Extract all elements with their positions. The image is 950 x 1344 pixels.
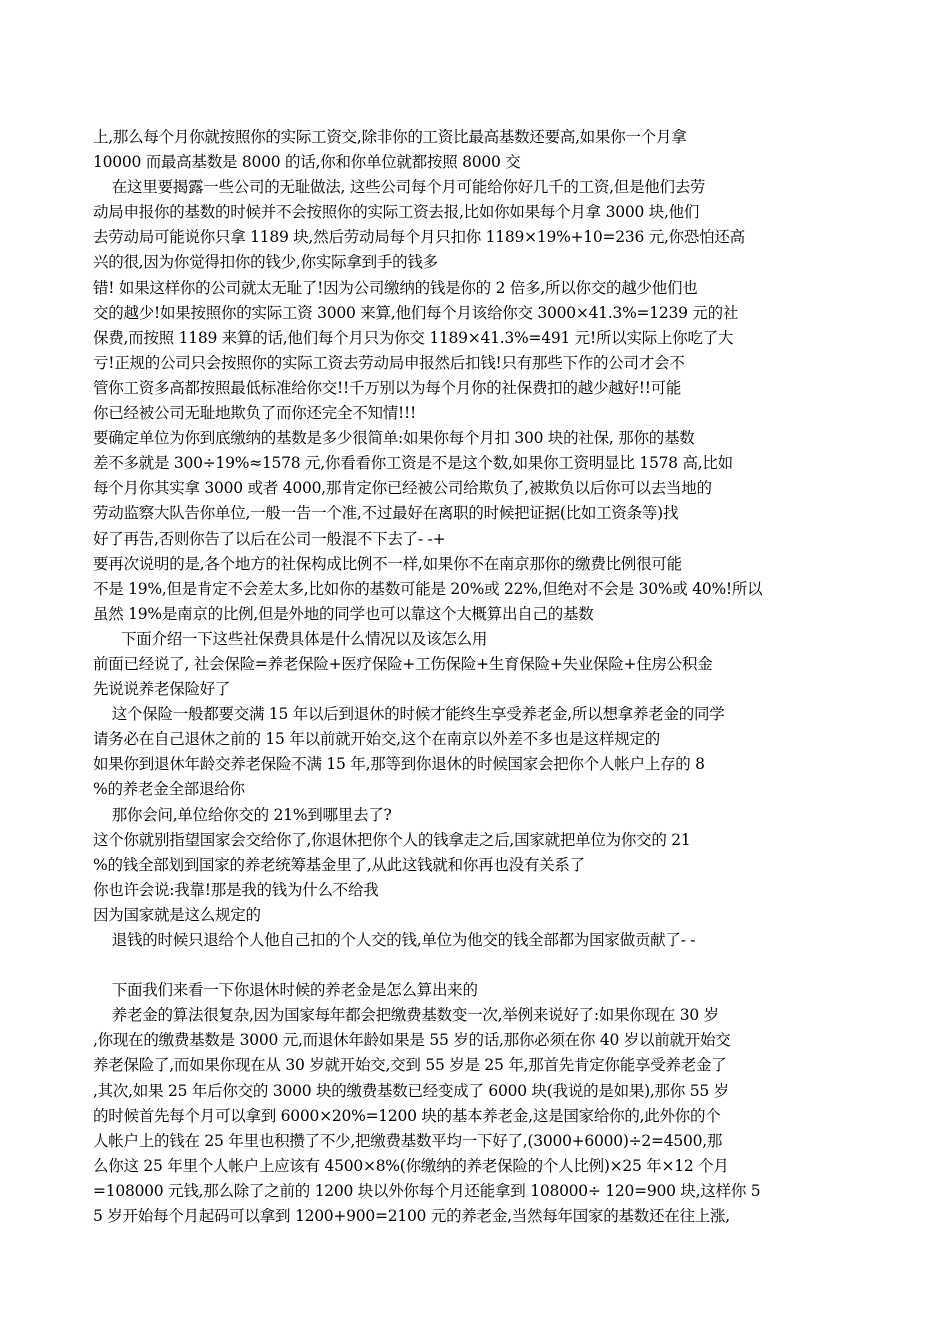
text-line: 每个月你其实拿 3000 或者 4000,那肯定你已经被公司给欺负了,被欺负以后你可以去当地的 <box>93 479 712 498</box>
text-line: 下面我们来看一下你退休时候的养老金是怎么算出来的 <box>93 981 478 1000</box>
text-line: 请务必在自己退休之前的 15 年以前就开始交,这个在南京以外差不多也是这样规定的 <box>93 730 661 749</box>
text-line: 保费,而按照 1189 来算的话,他们每个月只为你交 1189×41.3%=491 元!所以实际上你吃了大 <box>93 328 734 347</box>
text-line: 动局申报你的基数的时候并不会按照你的实际工资去报,比如你如果每个月拿 3000 块,他们 <box>93 203 700 222</box>
text-line: 在这里要揭露一些公司的无耻做法, 这些公司每个月可能给你好几千的工资,但是他们去劳 <box>93 178 706 197</box>
text-line: 虽然 19%是南京的比例,但是外地的同学也可以靠这个大概算出自己的基数 <box>93 604 594 623</box>
text-line: 上,那么每个月你就按照你的实际工资交,除非你的工资比最高基数还要高,如果你一个月拿 <box>93 128 687 146</box>
blank-line <box>93 953 793 978</box>
text-line: =108000 元钱,那么除了之前的 1200 块以外你每个月还能拿到 108000÷ 120=900 块,这样你 5 <box>93 1181 761 1200</box>
text-line: 退钱的时候只退给个人他自己扣的个人交的钱,单位为他交的钱全部都为国家做贡献了- - <box>93 931 696 949</box>
text-line: 错! 如果这样你的公司就太无耻了!因为公司缴纳的钱是你的 2 倍多,所以你交的越少他们也 <box>93 278 698 297</box>
text-line: 这个保险一般都要交满 15 年以后到退休的时候才能终生享受养老金,所以想拿养老金的同学 <box>93 705 725 724</box>
text-line: 去劳动局可能说你只拿 1189 块,然后劳动局每个月只扣你 1189×19%+10=236 元,你恐怕还高 <box>93 228 745 247</box>
text-line: 前面已经说了, 社会保险=养老保险+医疗保险+工伤保险+生育保险+失业保险+住房公积金 <box>93 654 713 673</box>
text-line: 养老保险了,而如果你现在从 30 岁就开始交,交到 55 岁是 25 年,那首先肯定你能享受养老金了 <box>93 1056 727 1075</box>
text-line: 的时候首先每个月可以拿到 6000×20%=1200 块的基本养老金,这是国家给你的,此外你的个 <box>93 1106 721 1125</box>
text-line: %的养老金全部退给你 <box>93 780 245 799</box>
text-line: 你已经被公司无耻地欺负了而你还完全不知情!!! <box>93 404 416 423</box>
text-line: 养老金的算法很复杂,因为国家每年都会把缴费基数变一次,举例来说好了:如果你现在 30 岁 <box>93 1006 719 1025</box>
text-line: 因为国家就是这么规定的 <box>93 905 261 924</box>
text-line: 如果你到退休年龄交养老保险不满 15 年,那等到你退休的时候国家会把你个人帐户上存的 8 <box>93 755 705 774</box>
text-line: 管你工资多高都按照最低标准给你交!!千万别以为每个月你的社保费扣的越少越好!!可能 <box>93 378 682 397</box>
text-line: 劳动监察大队告你单位,一般一告一个准,不过最好在离职的时候把证据(比如工资条等)找 <box>93 504 679 523</box>
text-line: 差不多就是 300÷19%≈1578 元,你看看你工资是不是这个数,如果你工资明显比 1578 高,比如 <box>93 454 733 473</box>
text-line: 5 岁开始每个月起码可以拿到 1200+900=2100 元的养老金,当然每年国家的基数还在往上涨, <box>93 1207 730 1226</box>
text-line: 亏!正规的公司只会按照你的实际工资去劳动局申报然后扣钱!只有那些下作的公司才会不 <box>93 353 685 372</box>
text-line: 好了再告,否则你告了以后在公司一般混不下去了- -+ <box>93 529 446 548</box>
text-line: ,你现在的缴费基数是 3000 元,而退休年龄如果是 55 岁的话,那你必须在你 40 岁以前就开始交 <box>93 1031 731 1050</box>
text-line: 要再次说明的是,各个地方的社保构成比例不一样,如果你不在南京那你的缴费比例很可能 <box>93 554 682 573</box>
text-line: 先说说养老保险好了 <box>93 680 231 699</box>
text-line: 兴的很,因为你觉得扣你的钱少,你实际拿到手的钱多 <box>93 253 438 272</box>
text-line: 么你这 25 年里个人帐户上应该有 4500×8%(你缴纳的养老保险的个人比例)×25 年×12 个月 <box>93 1156 729 1175</box>
text-line: ,其次,如果 25 年后你交的 3000 块的缴费基数已经变成了 6000 块(我说的是如果),那你 55 岁 <box>93 1081 729 1100</box>
text-line: 那你会问,单位给你交的 21%到哪里去了? <box>93 805 392 824</box>
text-line: %的钱全部划到国家的养老统筹基金里了,从此这钱就和你再也没有关系了 <box>93 855 585 874</box>
text-line: 不是 19%,但是肯定不会差太多,比如你的基数可能是 20%或 22%,但绝对不会是 30%或 40%!所以 <box>93 579 763 598</box>
text-line: 下面介绍一下这些社保费具体是什么情况以及该怎么用 <box>93 629 488 648</box>
text-line: 人帐户上的钱在 25 年里也积攒了不少,把缴费基数平均一下好了,(3000+6000)÷2=4500,那 <box>93 1131 723 1150</box>
text-line: 10000 而最高基数是 8000 的话,你和你单位就都按照 8000 交 <box>93 153 521 172</box>
text-line: 这个你就别指望国家会交给你了,你退休把你个人的钱拿走之后,国家就把单位为你交的 21 <box>93 830 691 849</box>
text-line: 你也许会说:我靠!那是我的钱为什么不给我 <box>93 880 379 899</box>
text-line: 交的越少!如果按照你的实际工资 3000 来算,他们每个月该给你交 3000×41.3%=1239 元的社 <box>93 303 739 322</box>
text-line: 要确定单位为你到底缴纳的基数是多少很简单:如果你每个月扣 300 块的社保, 那你的基数 <box>93 429 695 448</box>
document-body <box>93 125 793 1229</box>
